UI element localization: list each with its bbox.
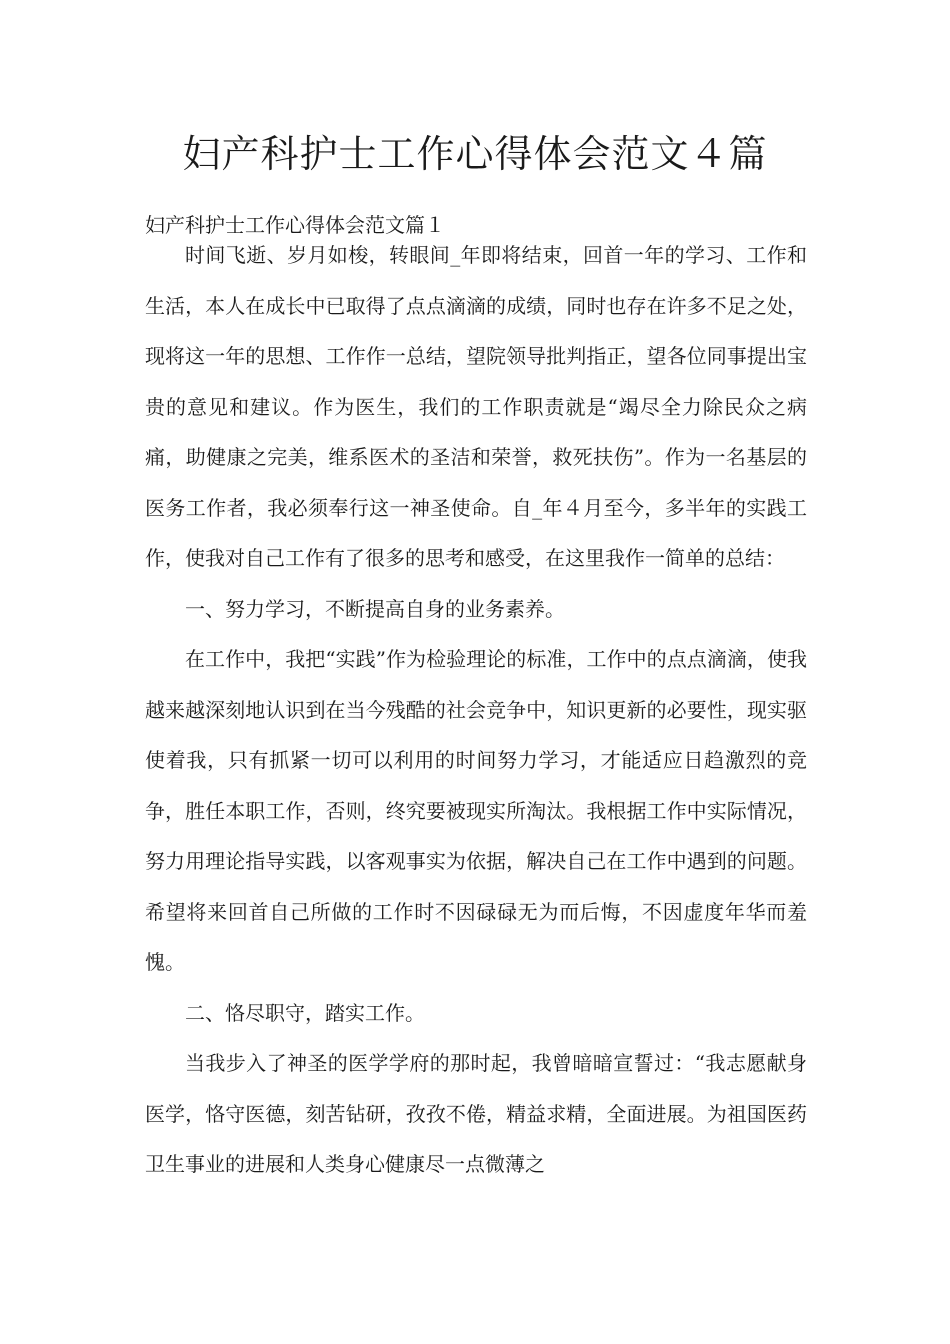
document-body <box>145 230 807 1190</box>
section-heading: 妇产科护士工作心得体会范文篇１ <box>145 213 445 237</box>
paragraph-heading-1: 一、努力学习，不断提高自身的业务素养。 <box>185 596 565 621</box>
paragraph-duty: 当我步入了神圣的医学学府的那时起，我曾暗暗宣誓过：“我志愿献身医学，恪守医德，刻苦钻研，孜孜不倦，精益求精，全面进展。为祖国医药卫生事业的进展和人类身心健康尽一点微薄之 <box>145 1051 807 1176</box>
paragraph-intro: 时间飞逝、岁月如梭，转眼间_年即将结束，回首一年的学习、工作和生活，本人在成长中已取得了点点滴滴的成绩，同时也存在许多不足之处，现将这一年的思想、工作作一总结，望院领导批判指正，望各位同事提出宝贵的意见和建议。作为医生，我们的工作职责就是“竭尽全力除民众之病痛，助健康之完美，维系医术的圣洁和荣誉，救死扶伤”。作为一名基层的医务工作者，我必须奉行这一神圣使命。自_年４月至今，多半年的实践工作，使我对自己工作有了很多的思考和感受，在这里我作一简单的总结： <box>145 243 807 570</box>
paragraph-study: 在工作中，我把“实践”作为检验理论的标准，工作中的点点滴滴，使我越来越深刻地认识到在当今残酷的社会竞争中，知识更新的必要性，现实驱使着我，只有抓紧一切可以利用的时间努力学习，才能适应日趋激烈的竞争，胜任本职工作，否则，终究要被现实所淘汰。我根据工作中实际情况，努力用理论指导实践，以客观事实为依据，解决自己在工作中遇到的问题。希望将来回首自己所做的工作时不因碌碌无为而后悔，不因虚度年华而羞愧。 <box>145 647 807 974</box>
document-title: 妇产科护士工作心得体会范文４篇 <box>182 132 768 176</box>
paragraph-heading-2: 二、恪尽职守，踏实工作。 <box>185 1000 425 1025</box>
